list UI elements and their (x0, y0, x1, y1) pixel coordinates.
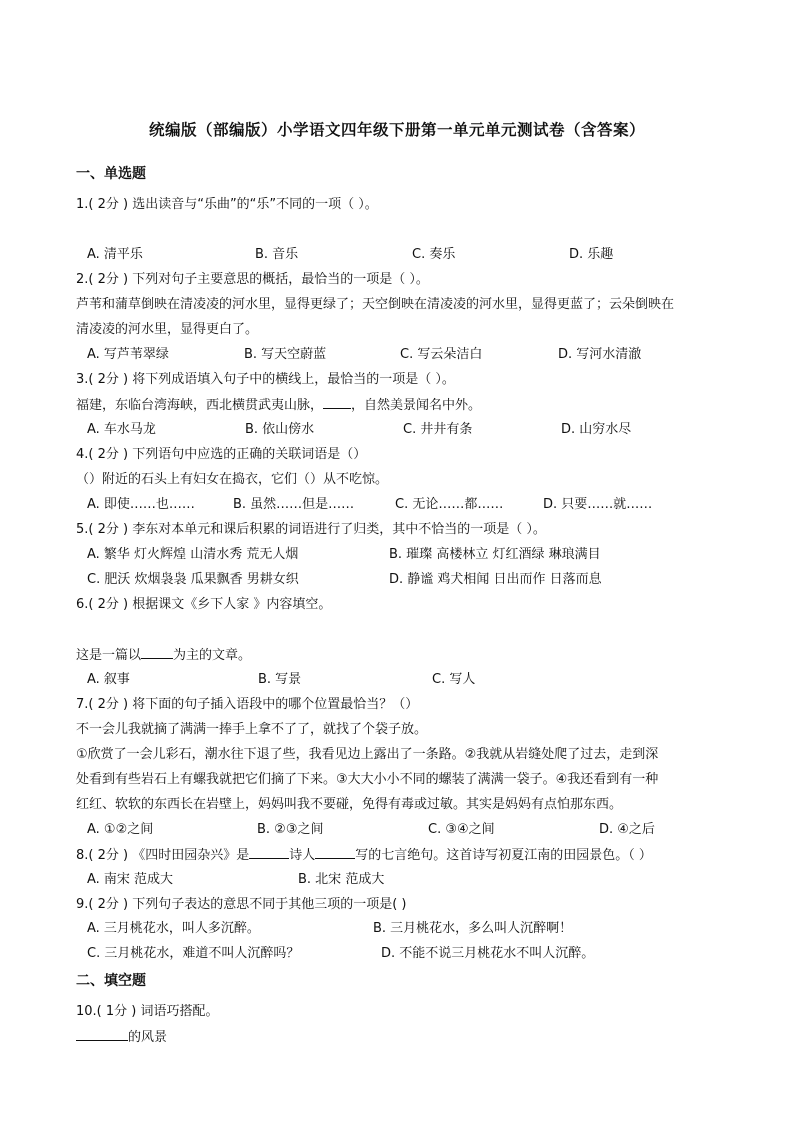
q4-option-c[interactable]: C. 无论……都…… (395, 497, 504, 512)
q2-passage-line-1: 芦苇和蒲草倒映在清凌凌的河水里，显得更绿了；天空倒映在清凌凌的河水里，显得更蓝了；云朵倒映在 (76, 297, 675, 312)
q9-option-a[interactable]: A. 三月桃花水，叫人多沉醉。 (87, 921, 260, 936)
q3-sentence-part-a: 福建，东临台湾海峡，西北横贯武夷山脉， (76, 398, 324, 413)
section-heading-fill-in: 二、填空题 (76, 973, 146, 989)
q8-stem (76, 846, 652, 864)
q3-option-b[interactable]: B. 依山傍水 (245, 422, 315, 437)
q8-stem-part-b: 诗人 (289, 848, 316, 863)
q2-option-c[interactable]: C. 写云朵洁白 (400, 347, 483, 362)
q8-blank-dynasty[interactable] (249, 846, 289, 859)
q5-option-a[interactable]: A. 繁华 灯火辉煌 山清水秀 荒无人烟 (87, 547, 299, 562)
q2-passage-line-2: 清凌凌的河水里，显得更白了。 (76, 322, 259, 337)
q8-options (87, 871, 737, 888)
q3-sentence (76, 396, 481, 414)
q5-option-d[interactable]: D. 静谧 鸡犬相闻 日出而作 日落而息 (389, 572, 602, 587)
q6-option-a[interactable]: A. 叙事 (87, 672, 130, 687)
q5-options-row-2 (87, 571, 737, 588)
q10-stem: 10.( 1分 ) 词语巧搭配。 (76, 1004, 219, 1019)
exam-title: 统编版（部编版）小学语文四年级下册第一单元单元测试卷（含答案） (148, 121, 645, 139)
q6-options (87, 671, 737, 688)
q6-answer-blank[interactable] (141, 646, 173, 659)
q3-answer-blank[interactable] (323, 396, 351, 409)
q4-sentence: （）附近的石头上有妇女在捣衣，它们（）从不吃惊。 (76, 472, 389, 487)
q8-option-b[interactable]: B. 北宋 范成大 (298, 872, 385, 887)
q5-option-c[interactable]: C. 肥沃 炊烟袅袅 瓜果飘香 男耕女织 (87, 572, 299, 587)
q3-option-c[interactable]: C. 井井有条 (403, 422, 473, 437)
q6-option-b[interactable]: B. 写景 (258, 672, 302, 687)
q9-options-row-2 (87, 945, 737, 962)
q1-option-c[interactable]: C. 奏乐 (412, 247, 456, 262)
q7-option-b[interactable]: B. ②③之间 (257, 822, 324, 837)
q4-option-d[interactable]: D. 只要……就…… (543, 497, 653, 512)
q9-option-d[interactable]: D. 不能不说三月桃花水不叫人沉醉。 (381, 946, 595, 961)
q3-option-d[interactable]: D. 山穷水尽 (561, 422, 632, 437)
q7-options (87, 821, 737, 838)
q6-stem: 6.( 2分 ) 根据课文《乡下人家 》内容填空。 (76, 597, 332, 612)
q8-stem-part-a: 8.( 2分 ) 《四时田园杂兴》是 (76, 848, 250, 863)
q7-passage-line-2: 处看到有些岩石上有螺我就把它们摘了下来。③大大小小不同的螺装了满满一袋子。④我还看到有一种 (76, 772, 659, 787)
q1-stem: 1.( 2分 ) 选出读音与“乐曲”的“乐”不同的一项（ ）。 (76, 197, 378, 212)
section-heading-single-choice: 一、单选题 (76, 166, 146, 182)
q1-option-d[interactable]: D. 乐趣 (569, 247, 614, 262)
q6-option-c[interactable]: C. 写人 (432, 672, 476, 687)
q6-sentence-part-b: 为主的文章。 (173, 648, 252, 663)
q3-sentence-part-b: ，自然美景闻名中外。 (351, 398, 482, 413)
q2-option-a[interactable]: A. 写芦苇翠绿 (87, 347, 169, 362)
q9-option-c[interactable]: C. 三月桃花水，难道不叫人沉醉吗？ (87, 946, 300, 961)
q1-option-b[interactable]: B. 音乐 (255, 247, 299, 262)
q4-option-a[interactable]: A. 即使……也…… (87, 497, 195, 512)
q4-stem: 4.( 2分 ) 下列语句中应选的正确的关联词语是（） (76, 447, 367, 462)
q9-options-row-1 (87, 920, 737, 937)
q4-option-b[interactable]: B. 虽然……但是…… (233, 497, 355, 512)
q8-option-a[interactable]: A. 南宋 范成大 (87, 872, 174, 887)
q10-item-text: 的风景 (128, 1030, 168, 1045)
q2-option-b[interactable]: B. 写天空蔚蓝 (244, 347, 327, 362)
q7-option-a[interactable]: A. ①②之间 (87, 822, 154, 837)
q9-option-b[interactable]: B. 三月桃花水，多么叫人沉醉啊！ (373, 921, 573, 936)
q6-sentence (76, 646, 251, 664)
q2-options (87, 346, 737, 363)
q8-blank-poet[interactable] (315, 846, 355, 859)
q2-stem: 2.( 2分 ) 下列对句子主要意思的概括，最恰当的一项是（ ）。 (76, 272, 429, 287)
q2-option-d[interactable]: D. 写河水清澈 (558, 347, 642, 362)
q3-option-a[interactable]: A. 车水马龙 (87, 422, 156, 437)
q1-option-a[interactable]: A. 清平乐 (87, 247, 143, 262)
q9-stem: 9.( 2分 ) 下列句子表达的意思不同于其他三项的一项是( ) (76, 897, 407, 912)
q10-item (76, 1028, 167, 1046)
q7-passage-line-1: ①欣赏了一会儿彩石，潮水往下退了些，我看见边上露出了一条路。②我就从岩缝处爬了过去，走到深 (76, 747, 659, 762)
q3-options (87, 421, 737, 438)
q10-answer-blank[interactable] (76, 1028, 128, 1041)
q8-stem-part-c: 写的七言绝句。这首诗写初夏江南的田园景色。（ ） (355, 848, 652, 863)
q5-options-row-1 (87, 546, 737, 563)
q7-option-d[interactable]: D. ④之后 (599, 822, 655, 837)
q1-options (87, 246, 737, 263)
q7-insert-sentence: 不一会儿我就摘了满满一捧手上拿不了了，就找了个袋子放。 (76, 722, 428, 737)
q6-sentence-part-a: 这是一篇以 (76, 648, 142, 663)
q5-option-b[interactable]: B. 璀璨 高楼林立 灯红酒绿 琳琅满目 (389, 547, 601, 562)
q7-stem: 7.( 2分 ) 将下面的句子插入语段中的哪个位置最恰当？（） (76, 697, 419, 712)
q4-options (87, 496, 737, 513)
q3-stem: 3.( 2分 ) 将下列成语填入句子中的横线上，最恰当的一项是（ ）。 (76, 372, 455, 387)
q7-option-c[interactable]: C. ③④之间 (428, 822, 495, 837)
q5-stem: 5.( 2分 ) 李东对本单元和课后积累的词语进行了归类，其中不恰当的一项是（ ）。 (76, 522, 546, 537)
q7-passage-line-3: 红红、软软的东西长在岩壁上，妈妈叫我不要碰，免得有毒或过敏。其实是妈妈有点怕那东西。 (76, 797, 623, 812)
